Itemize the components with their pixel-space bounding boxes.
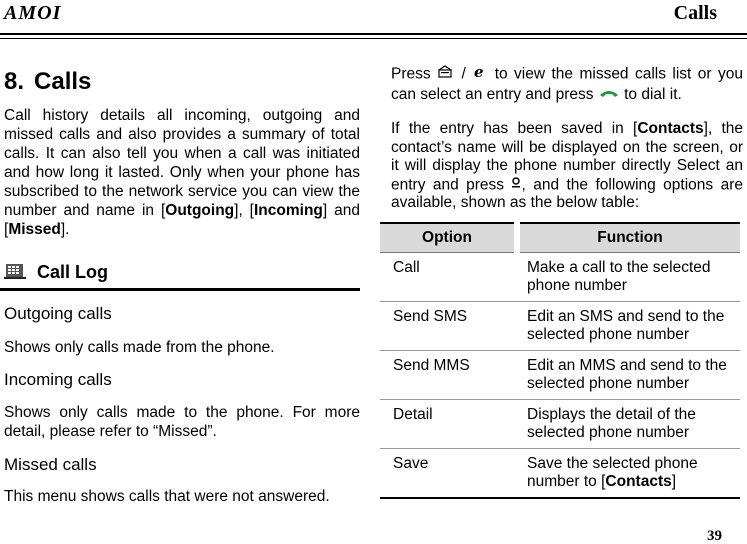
intro-missed: Missed bbox=[8, 221, 61, 238]
page-header-title: Calls bbox=[673, 2, 717, 24]
save-function-tail: ] bbox=[671, 473, 677, 490]
table-cell-option: Send SMS bbox=[380, 302, 517, 351]
table-cell-function: Edit an SMS and send to the selected phone number bbox=[517, 302, 740, 351]
intro-paragraph bbox=[4, 106, 360, 239]
subsection-title-missed: Missed calls bbox=[4, 455, 97, 474]
svg-text:e: e bbox=[474, 64, 484, 80]
table-cell-function: Edit an MMS and send to the selected phone number bbox=[517, 351, 740, 400]
press-rest-text: to view the missed calls list or you can select an entry and press bbox=[391, 65, 743, 103]
contacts-bold: Contacts bbox=[637, 120, 704, 137]
center-key-icon bbox=[511, 176, 521, 195]
intro-text-1: Call history details all incoming, outgoing and missed calls and also provides a summary of total calls. It can also tell you when a call was initiated and how long it lasted. Only when your phone has subscribed to the network service you can view the number and name in [ bbox=[4, 107, 360, 219]
table-row bbox=[380, 449, 740, 498]
table-cell-function: Make a call to the selected phone number bbox=[517, 253, 740, 302]
table-row bbox=[380, 253, 740, 302]
table-row bbox=[380, 400, 740, 449]
message-key-icon bbox=[437, 65, 455, 84]
table-cell-option: Save bbox=[393, 455, 429, 472]
intro-text-4: ]. bbox=[60, 221, 70, 238]
subsection-text-missed: This menu shows calls that were not answered. bbox=[4, 488, 330, 505]
table-cell-function bbox=[517, 449, 740, 498]
dial-key-icon bbox=[598, 85, 620, 104]
table-cell-function: Displays the detail of the selected phone number bbox=[517, 400, 740, 449]
slash-text: / bbox=[461, 65, 466, 83]
brand-logo: AMOI bbox=[4, 2, 62, 24]
table-row bbox=[380, 302, 740, 351]
subsection-title-outgoing: Outgoing calls bbox=[4, 304, 112, 323]
save-function-bold: Contacts bbox=[605, 473, 672, 490]
call-log-rule bbox=[0, 288, 360, 291]
table-row bbox=[380, 351, 740, 400]
intro-incoming: Incoming bbox=[254, 202, 323, 219]
call-log-icon bbox=[4, 262, 26, 285]
subsection-title-incoming: Incoming calls bbox=[4, 370, 112, 389]
chapter-number: 8. bbox=[4, 68, 25, 95]
press-text: Press bbox=[391, 65, 431, 83]
options-table bbox=[380, 222, 740, 499]
missed-calls-paragraph bbox=[391, 64, 743, 104]
table-header-option: Option bbox=[380, 223, 517, 253]
chapter-title: Calls bbox=[34, 68, 92, 95]
header-rule-thick bbox=[0, 33, 747, 35]
intro-outgoing: Outgoing bbox=[165, 202, 235, 219]
page-number: 39 bbox=[707, 528, 722, 544]
intro-text-3: ] and [ bbox=[4, 202, 360, 238]
subsection-text-outgoing: Shows only calls made from the phone. bbox=[4, 339, 275, 356]
saved-text-2: ], the contact’s name will be displayed on the screen, or it will display the phone number directly Select an entry and press bbox=[391, 120, 744, 193]
browser-key-icon bbox=[472, 64, 488, 85]
header-rule-thin bbox=[0, 38, 747, 39]
saved-text-1: If the entry has been saved in [ bbox=[391, 120, 638, 137]
chapter-heading bbox=[4, 68, 91, 96]
table-cell-option: Call bbox=[380, 253, 517, 302]
dial-text: to dial it. bbox=[624, 86, 682, 103]
subsection-text-incoming: Shows only calls made to the phone. For more detail, please refer to “Missed”. bbox=[4, 404, 360, 440]
call-log-title: Call Log bbox=[37, 262, 109, 283]
table-cell-option: Detail bbox=[380, 400, 517, 449]
save-function-text: Save the selected phone number to [ bbox=[527, 455, 698, 490]
table-cell-option: Send MMS bbox=[380, 351, 517, 400]
table-header-function: Function bbox=[517, 223, 740, 253]
call-log-heading bbox=[4, 262, 360, 285]
saved-text-3: , and the following options are available, shown as the below table: bbox=[391, 175, 743, 212]
options-paragraph bbox=[391, 120, 743, 213]
intro-text-2: ], [ bbox=[234, 202, 254, 219]
